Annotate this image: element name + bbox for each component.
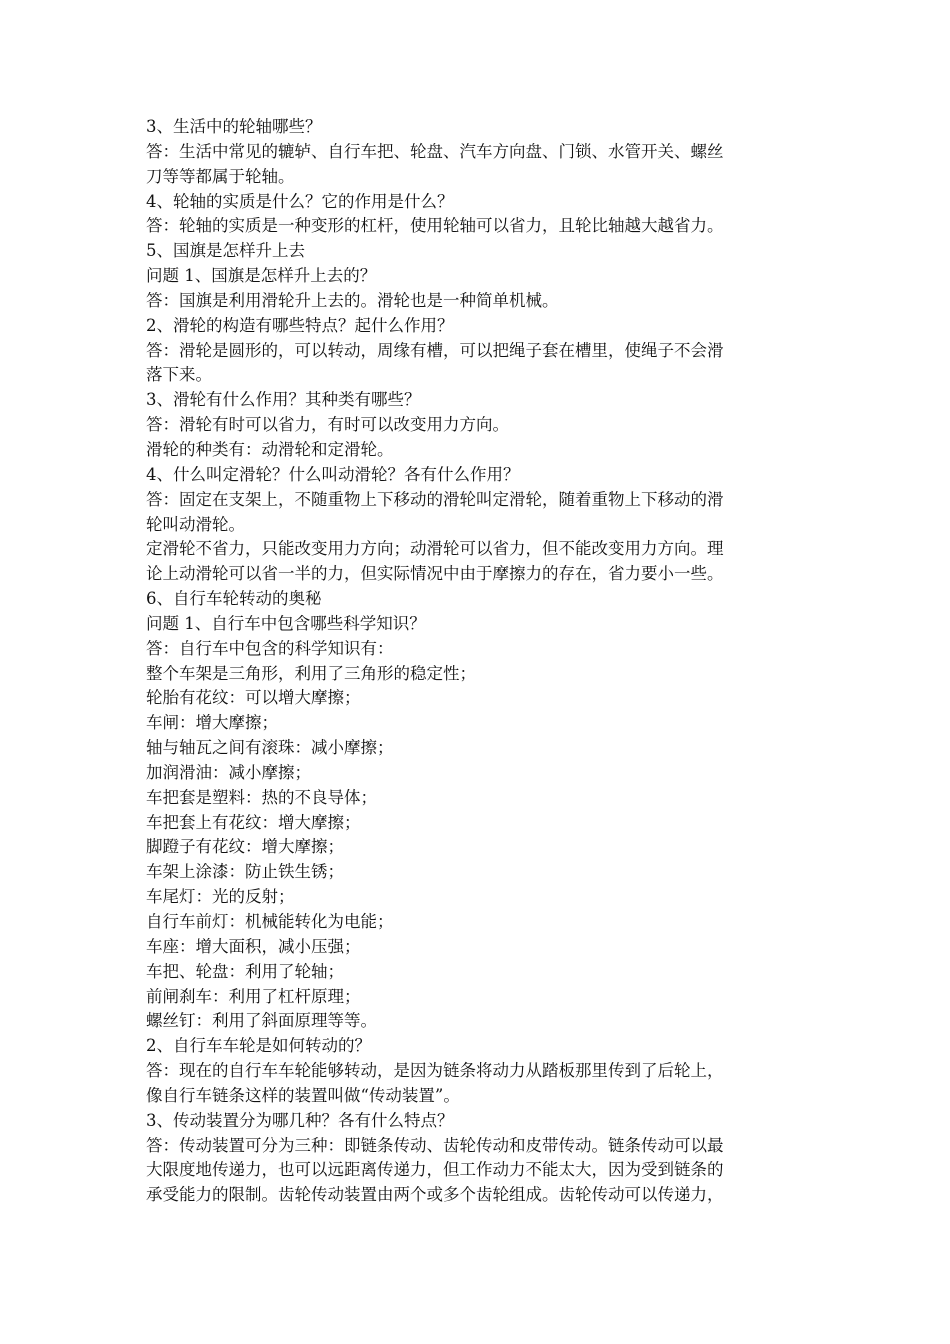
text-line: 问题 1、自行车中包含哪些科学知识？ [146, 613, 426, 633]
text-line: 论上动滑轮可以省一半的力，但实际情况中由于摩擦力的存在，省力要小一些。 [146, 564, 724, 584]
text-line: 像自行车链条这样的装置叫做“传动装置”。 [146, 1085, 460, 1105]
text-line: 自行车前灯：机械能转化为电能； [146, 912, 394, 931]
text-line: 答：固定在支架上，不随重物上下移动的滑轮叫定滑轮，随着重物上下移动的滑 [146, 489, 724, 509]
text-line: 脚蹬子有花纹：增大摩擦； [146, 837, 344, 857]
text-line: 答：轮轴的实质是一种变形的杠杆，使用轮轴可以省力，且轮比轴越大越省力。 [146, 216, 724, 236]
text-line: 答：现在的自行车车轮能够转动，是因为链条将动力从踏板那里传到了后轮上， [146, 1061, 724, 1081]
text-line: 整个车架是三角形，利用了三角形的稳定性； [146, 663, 476, 683]
text-line: 5、国旗是怎样升上去 [146, 241, 305, 261]
text-line: 3、滑轮有什么作用？其种类有哪些？ [146, 390, 421, 410]
text-line: 3、传动装置分为哪几种？各有什么特点？ [146, 1110, 454, 1130]
text-line: 车把、轮盘：利用了轮轴； [146, 961, 344, 981]
text-line: 6、自行车轮转动的奥秘 [146, 589, 322, 609]
text-line: 车座：增大面积，减小压强； [146, 936, 361, 956]
text-line: 螺丝钉：利用了斜面原理等等。 [146, 1011, 377, 1031]
text-line: 2、自行车车轮是如何转动的？ [146, 1036, 371, 1056]
text-line: 轴与轴瓦之间有滚珠：减小摩擦； [146, 738, 394, 758]
text-line: 轮叫动滑轮。 [146, 514, 245, 534]
text-line: 4、什么叫定滑轮？什么叫动滑轮？各有什么作用？ [146, 464, 520, 484]
text-line: 3、生活中的轮轴哪些？ [146, 117, 322, 136]
text-line: 车闸：增大摩擦； [146, 713, 278, 733]
text-line: 4、轮轴的实质是什么？它的作用是什么？ [146, 191, 454, 211]
text-line: 答：生活中常见的辘轳、自行车把、轮盘、汽车方向盘、门锁、水管开关、螺丝 [146, 141, 724, 161]
text-line: 答：传动装置可分为三种：即链条传动、齿轮传动和皮带传动。链条传动可以最 [146, 1135, 724, 1155]
text-line: 滑轮的种类有：动滑轮和定滑轮。 [146, 439, 394, 459]
text-line: 答：国旗是利用滑轮升上去的。滑轮也是一种简单机械。 [146, 290, 559, 310]
text-line: 答：滑轮是圆形的，可以转动，周缘有槽，可以把绳子套在槽里，使绳子不会滑 [146, 340, 724, 360]
text-line: 前闸刹车：利用了杠杆原理； [146, 986, 361, 1006]
text-line: 加润滑油：减小摩擦； [146, 762, 311, 782]
document-body [146, 115, 811, 1208]
text-line: 答：滑轮有时可以省力，有时可以改变用力方向。 [146, 415, 509, 435]
text-line: 车把套上有花纹：增大摩擦； [146, 812, 361, 832]
text-line: 车把套是塑料：热的不良导体； [146, 787, 377, 807]
text-line: 定滑轮不省力，只能改变用力方向；动滑轮可以省力，但不能改变用力方向。理 [146, 539, 724, 559]
text-line: 车尾灯：光的反射； [146, 887, 295, 907]
text-line: 刀等等都属于轮轴。 [146, 166, 295, 186]
text-line: 2、滑轮的构造有哪些特点？起什么作用？ [146, 315, 454, 335]
text-line: 落下来。 [146, 365, 212, 385]
text-line: 轮胎有花纹：可以增大摩擦； [146, 688, 361, 708]
text-line: 承受能力的限制。齿轮传动装置由两个或多个齿轮组成。齿轮传动可以传递力， [146, 1185, 724, 1205]
text-line: 车架上涂漆：防止铁生锈； [146, 862, 344, 882]
text-line: 答：自行车中包含的科学知识有： [146, 638, 394, 658]
text-line: 问题 1、国旗是怎样升上去的？ [146, 266, 377, 286]
text-line: 大限度地传递力，也可以远距离传递力，但工作动力不能太大，因为受到链条的 [146, 1160, 724, 1180]
